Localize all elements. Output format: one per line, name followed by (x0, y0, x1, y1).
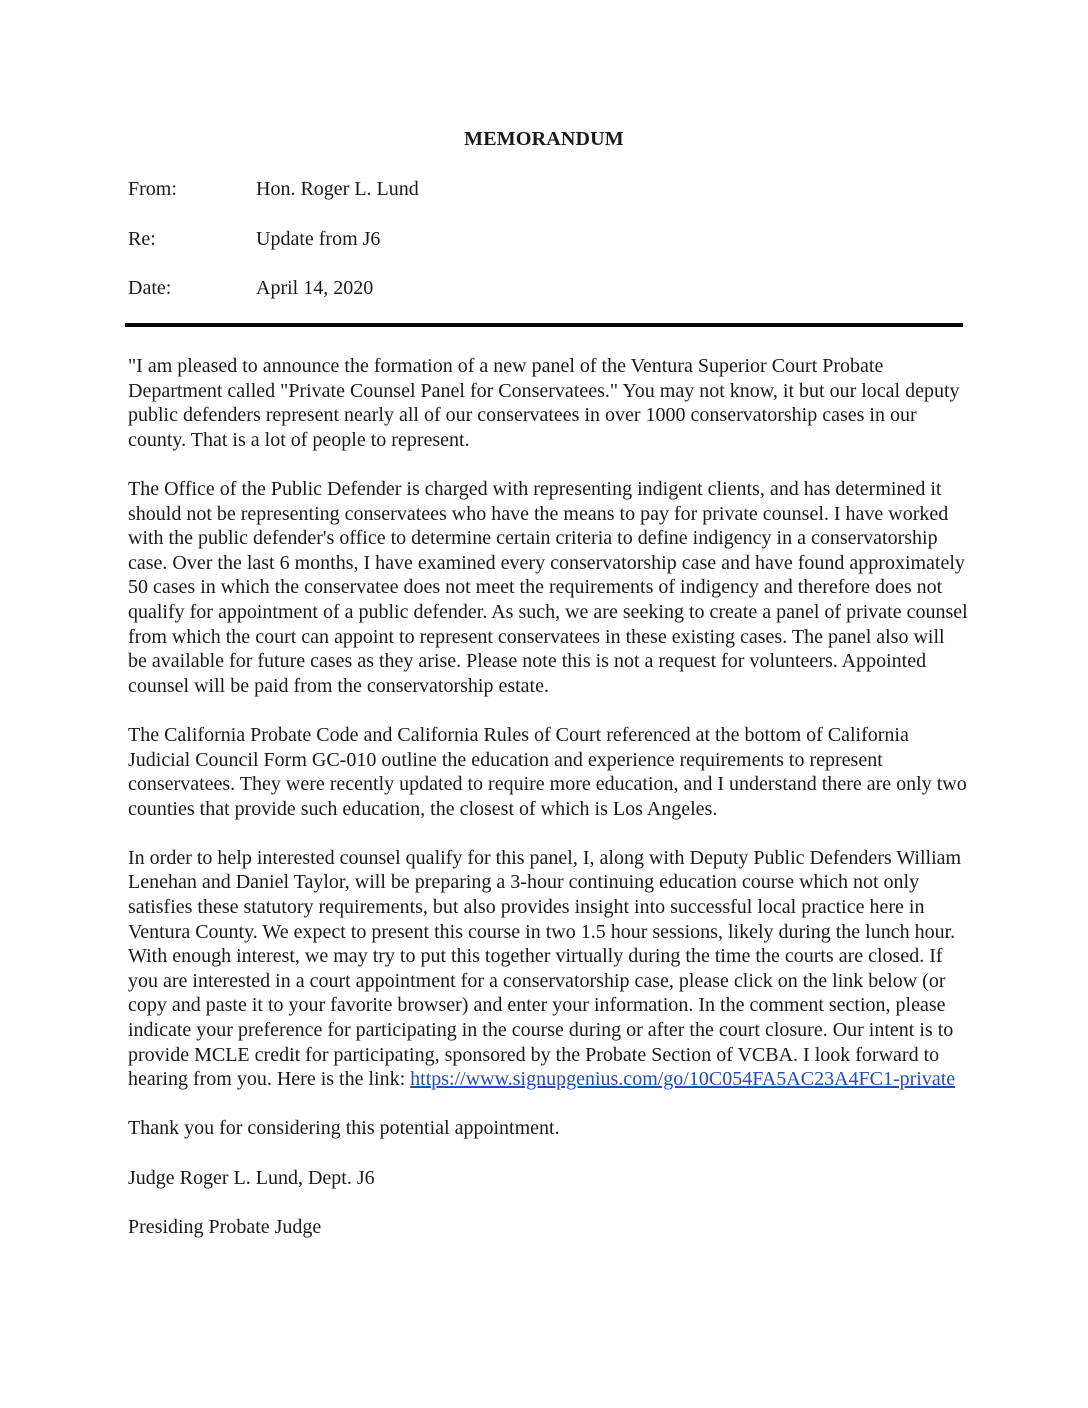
paragraph-announcement: "I am pleased to announce the formation of a new panel of the Ventura Superior Court Probate Department called "Private Counsel Panel for Conservatees." You may not know, it but our local deputy public defenders represent nearly all of our conservatees in over 1000 conservatorship cases in our county. That is a lot of people to represent. (128, 355, 960, 451)
paragraph-course (128, 846, 968, 1092)
header-divider (125, 323, 963, 327)
header-from-label: From: (128, 178, 177, 200)
header-from-value: Hon. Roger L. Lund (256, 178, 419, 200)
memo-body (128, 354, 968, 1264)
signup-link[interactable]: https://www.signupgenius.com/go/10C054FA5AC23A4FC1-private (410, 1068, 956, 1091)
memo-title: MEMORANDUM (464, 128, 624, 150)
header-re-value: Update from J6 (256, 228, 381, 250)
paragraph-requirements: The California Probate Code and California Rules of Court referenced at the bottom of California Judicial Council Form GC-010 outline the education and experience requirements to represent conservatees. They were recently updated to require more education, and I understand there are only two counties that provide such education, the closest of which is Los Angeles. (128, 723, 967, 820)
signature-name: Judge Roger L. Lund, Dept. J6 (128, 1166, 375, 1189)
paragraph-public-defender: The Office of the Public Defender is charged with representing indigent clients, and has determined it should not be representing conservatees who have the means to pay for private counsel. I have worked with the public defender's office to determine certain criteria to define indigency in a conservatorship case. Over the last 6 months, I have examined every conservatorship case and have found approximately 50 cases in which the conservatee does not meet the requirements of indigency and therefore does not qualify for appointment of a public defender. As such, we are seeking to create a panel of private counsel from which the court can appoint to represent conservatees in these existing cases. The panel also will be available for future cases as they arise. Please note this is not a request for volunteers. Appointed counsel will be paid from the conservatorship estate. (128, 477, 968, 697)
paragraph-course-text: In order to help interested counsel qualify for this panel, I, along with Deputy Public Defenders William Lenehan and Daniel Taylor, will be preparing a 3-hour continuing education course which not only satisfies these statutory requirements, but also provides insight into successful local practice here in Ventura County. We expect to present this course in two 1.5 hour sessions, likely during the lunch hour. With enough interest, we may try to put this together virtually during the time the courts are closed. If you are interested in a court appointment for a conservatorship case, please click on the link below (or copy and paste it to your favorite browser) and enter your information. In the comment section, please indicate your preference for participating in the course during or after the court closure. Our intent is to provide MCLE credit for participating, sponsored by the Probate Section of VCBA. I look forward to hearing from you. Here is the link: (128, 846, 962, 1091)
header-re-label: Re: (128, 228, 156, 250)
header-date-value: April 14, 2020 (256, 277, 374, 299)
header-date-label: Date: (128, 277, 172, 299)
paragraph-thanks: Thank you for considering this potential appointment. (128, 1117, 560, 1140)
signature-title: Presiding Probate Judge (128, 1215, 322, 1238)
